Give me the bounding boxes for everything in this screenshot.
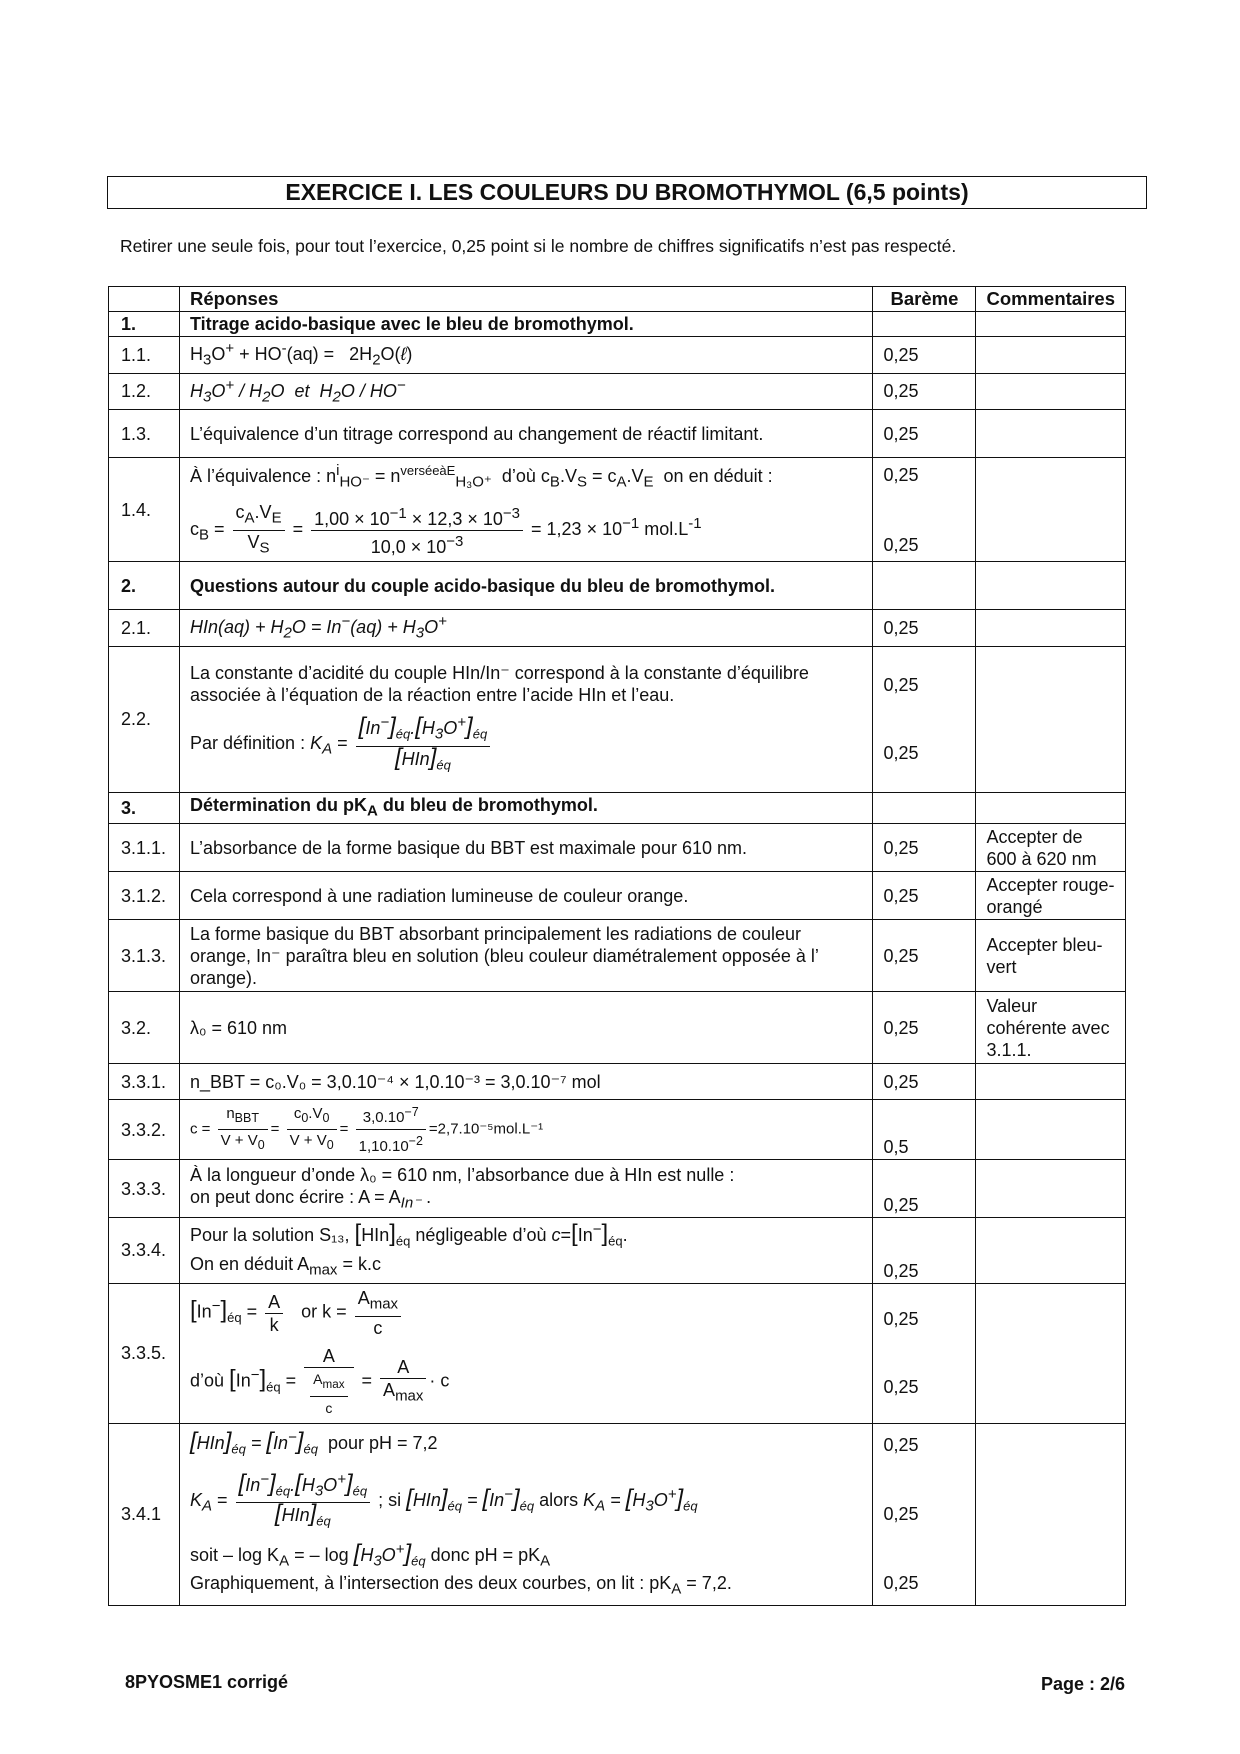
table-row: 3.3.2. c = $n_{BBT}$ $V + V_0$ = $\frac{c_0.V_0}{V + V_0}$ = $\frac{3,0.10^{-7}}{1,10.10^{-2}}$ =2,7.10⁻⁵mol.L⁻¹ 0,5 xyxy=(109,1100,1126,1160)
table-row: 3.1.3. La forme basique du BBT absorbant principalement les radiations de couleur orange, In⁻ paraîtra bleu en solution (bleu couleur diamétralement opposée à l’ orange). 0,25 Accepter bleu-vert xyxy=(109,920,1126,992)
table-row: 3.2. λ₀ = 610 nm 0,25 Valeur cohérente avec 3.1.1. xyxy=(109,992,1126,1064)
table-row: 3.4.1 $[HIn]_{éq} = [In^-]_{éq}$ pour pH = 7,2 $K_A$ = $[In^-]_{éq}.[H_3O^+]_{éq}$ $[HIn]_{éq}$ ; si $[HIn]_{éq} = [In^-]_{éq}$ alors $K_A = [H_3O^+]_{éq}$ soit – $\log K_A$ = – $\log [H_3O^+]_{éq}$ donc pH = $pK_A$ Graphiquement, à l’intersection des deux courbes, on lit : $pK_A = 7,2$. 0,25 0,25 0,25 xyxy=(109,1423,1126,1605)
table-row: 2.2. La constante d’acidité du couple HIn/In⁻ correspond à la constante d’équilibre associée à l’équation de la réaction entre l’acide HIn et l’eau. Par définition : $K_A$ = $[In^-]_{éq}.[H_3O^+]_{éq}$ $[HIn]_{éq}$ 0,25 0,25 xyxy=(109,646,1126,792)
header-commentaires: Commentaires xyxy=(976,287,1126,312)
grading-note: Retirer une seule fois, pour tout l’exercice, 0,25 point si le nombre de chiffres significatifs n’est pas respecté. xyxy=(120,236,957,256)
exercise-title: EXERCICE I. LES COULEURS DU BROMOTHYMOL (6,5 points) xyxy=(107,176,1147,209)
header-reponses: Réponses xyxy=(180,287,873,312)
table-row: 1.3. L’équivalence d’un titrage correspond au changement de réactif limitant. 0,25 xyxy=(109,410,1126,458)
table-row: 3.3.1. n_BBT = c₀.V₀ = 3,0.10⁻⁴ × 1,0.10⁻³ = 3,0.10⁻⁷ mol 0,25 xyxy=(109,1064,1126,1100)
table-row: 3.1.1. L’absorbance de la forme basique du BBT est maximale pour 610 nm. 0,25 Accepter de 600 à 620 nm xyxy=(109,824,1126,872)
answer-cell: La constante d’acidité du couple HIn/In⁻ correspond à la constante d’équilibre associée à l’équation de la réaction entre l’acide HIn et l’eau. Par définition : $K_A$ = $[In^-]_{éq}.[H_3O^+]_{éq}$ $[HIn]_{éq}$ xyxy=(180,646,873,792)
document-code: 8PYOSME1 corrigé xyxy=(125,1672,289,1692)
table-row: 1.4. À l’équivalence : $n^i_{HO^-} = n^{verséeàE}_{H_3O^+}$ d’où $c_B.V_S = c_A.V_E$ on en déduit : $c_B$ = $\frac{c_A.V_E}{V_S}$ = $\frac{1,00 \times 10^{-1} \times 12,3 \times 10^{-3}}{10,0 \times 10^{-3}}$ = $1,23 \times 10^{-1}$ $mol.L^{-1}$ 0,25 0,25 xyxy=(109,458,1126,562)
table-row: 3.3.3. À la longueur d’onde λ₀ = 610 nm, l’absorbance due à HIn est nulle : on peut donc écrire : $A = A_{In^-}$ . 0,25 xyxy=(109,1160,1126,1218)
header-bareme: Barème xyxy=(873,287,976,312)
table-header-row xyxy=(109,287,1126,312)
answer-cell: c = $n_{BBT}$ $V + V_0$ = $\frac{c_0.V_0}{V + V_0}$ = $\frac{3,0.10^{-7}}{1,10.10^{-2}}$ =2,7.10⁻⁵mol.L⁻¹ xyxy=(180,1100,873,1160)
table-row: 1.2. $H_3O^+ / H_2O$ et $H_2O / HO^-$ 0,25 xyxy=(109,373,1126,410)
section-row: 3. Détermination du $pK_A$ du bleu de bromothymol. xyxy=(109,792,1126,824)
section-row: 2. Questions autour du couple acido-basique du bleu de bromothymol. xyxy=(109,562,1126,610)
answer-cell: $H_3O^+ / H_2O$ et $H_2O / HO^-$ xyxy=(180,373,873,410)
table-row: 3.3.4. Pour la solution S₁₃, $[HIn]_{éq}$ négligeable d’où $c=[In^-]_{éq}$. On en déduit $A_{max} = k.c$ 0,25 xyxy=(109,1218,1126,1283)
table-row: 3.3.5. $[In^-]_{éq}$ = $\frac{A}{k}$ or k = $A_{max}$ c d’où $[In^-]_{éq}$ = A $A_{max}$ c = A $A_{max}$ · c 0,25 0,25 xyxy=(109,1283,1126,1423)
page-number: Page : 2/6 xyxy=(1041,1674,1126,1694)
answer-cell: $H_3O^+ + HO^-(aq)$ = $2H_2O(\ell)$ xyxy=(180,337,873,374)
table-row: 2.1. $HIn(aq) + H_2O = In^-(aq) + H_3O^+$ 0,25 xyxy=(109,610,1126,647)
answer-cell: À l’équivalence : $n^i_{HO^-} = n^{verséeàE}_{H_3O^+}$ d’où $c_B.V_S = c_A.V_E$ on en déduit : $c_B$ = $\frac{c_A.V_E}{V_S}$ = $\frac{1,00 \times 10^{-1} \times 12,3 \times 10^{-3}}{10,0 \times 10^{-3}}$ = $1,23 \times 10^{-1}$ $mol.L^{-1}$ xyxy=(180,458,873,562)
table-row: 3.1.2. Cela correspond à une radiation lumineuse de couleur orange. 0,25 Accepter rouge-orangé xyxy=(109,872,1126,920)
correction-table xyxy=(108,286,1126,1606)
table-row: 1.1. $H_3O^+ + HO^-(aq)$ = $2H_2O(\ell)$ 0,25 xyxy=(109,337,1126,374)
section-row: 1. Titrage acido-basique avec le bleu de bromothymol. xyxy=(109,312,1126,337)
answer-cell: $HIn(aq) + H_2O = In^-(aq) + H_3O^+$ xyxy=(180,610,873,647)
